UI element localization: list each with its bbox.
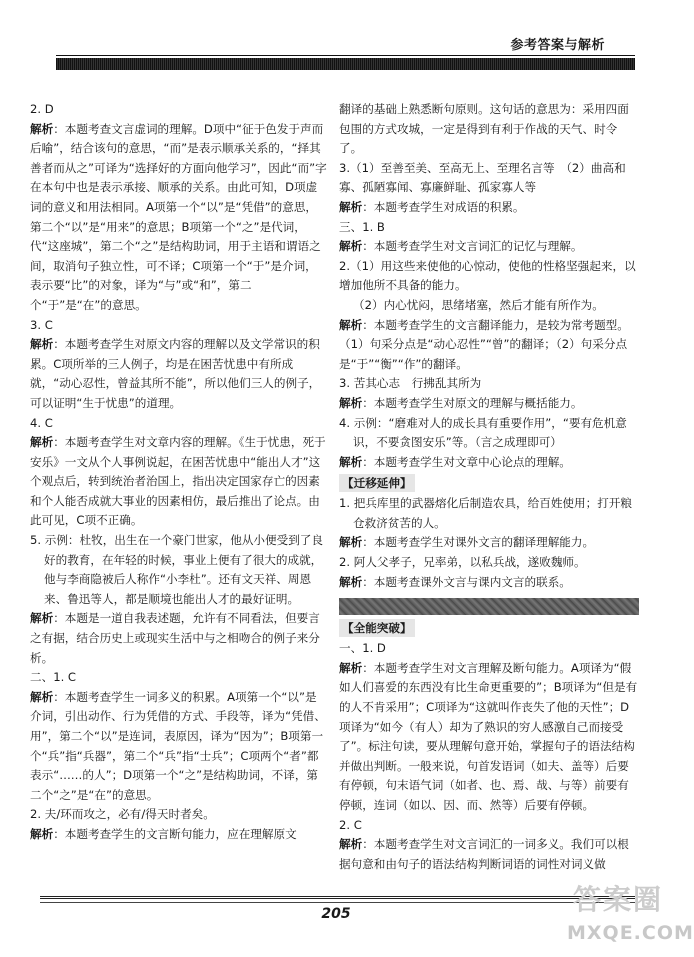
- analysis-paragraph: [339, 533, 639, 553]
- answer-paragraph: [339, 639, 639, 659]
- paragraph-text: 2. 夫/环而攻之，必有/得天时者矣。: [30, 807, 215, 822]
- paragraph-text: ：本题考查学生对文言理解及断句能力。A项译为“假如人们喜爱的东西没有比生命更重要的”；B项译为“但是有的人不肯采用”；C项译为“这就叫作丧失了他的天性”；D项译为“如今（有人）却为了熟识的穷人感激自己而接受了”。标注句读，要从理解句意开始，掌握句子的语法结构并做出判断。一般来说，句首发语词（如夫、盖等）后要有停顿，句末语气词（如者、也、焉、哉、与等）前要有停顿，连词（如以、因、而、然等）后要有停顿。: [339, 660, 638, 812]
- paragraph-text: ：本题考查学生一词多义的积累。A项第一个“以”是介词，引出动作、行为凭借的方式、手段等，译为“凭借、用”，第二个“以”是连词，表原因，译为“因为”；B项第一个“兵”指“兵器”，第二个“兵”指“士兵”；C项两个“者”都表示“……的人”；D项第一个“之”是结构助词，不译，第二个“之”是“在”的意思。: [30, 689, 326, 802]
- footer-rule: [40, 896, 635, 899]
- footer-rule-thin: [40, 902, 635, 903]
- analysis-paragraph: [339, 316, 639, 375]
- analysis-label: 解析: [339, 239, 363, 254]
- analysis-label: 解析: [339, 837, 363, 852]
- analysis-paragraph: [339, 198, 639, 218]
- paragraph-text: ：本题考查学生对课外文言的翻译理解能力。: [362, 535, 595, 550]
- section-banner: [339, 598, 639, 615]
- analysis-paragraph: [30, 609, 327, 668]
- analysis-label: 解析: [339, 574, 363, 589]
- analysis-paragraph: [339, 237, 639, 257]
- paragraph-text: 3. 苦其心志 行拂乱其所为: [339, 376, 482, 391]
- left-column: [30, 100, 327, 845]
- watermark-top: 答案圈: [573, 883, 664, 916]
- paragraph-text: ：本题考查学生对文言词汇的一词多义。我们可以根据句意和由句子的语法结构判断词语的词性对词义做: [339, 837, 629, 871]
- analysis-paragraph: [339, 453, 639, 473]
- analysis-label: 解析: [30, 826, 54, 841]
- header-title: 参考答案与解析: [510, 38, 605, 53]
- answer-paragraph: [30, 805, 327, 825]
- page-header: [0, 0, 675, 72]
- paragraph-text: ：本题考查学生的文言翻译能力，是较为常考题型。（1）句采分点是“动心忍性”“曾”的翻译；（2）句采分点是“于”“衡”“作”的翻译。: [339, 317, 629, 371]
- analysis-paragraph: [30, 688, 327, 806]
- analysis-label: 解析: [30, 689, 54, 704]
- paragraph-text: ：本题考查课外文言与课内文言的联系。: [362, 574, 571, 589]
- paragraph-text: ：本题考查学生对文言词汇的记忆与理解。: [362, 239, 583, 254]
- paragraph-text: 2.（1）用这些来使他的心惊动，使他的性格坚强起来，以增加他所不具备的能力。: [339, 258, 636, 293]
- answer-paragraph: [339, 414, 639, 453]
- analysis-label: 解析: [339, 535, 363, 550]
- analysis-paragraph: [339, 659, 639, 816]
- paragraph-text: 三、1. B: [339, 219, 385, 234]
- section-heading: 【迁移延伸】: [339, 474, 415, 492]
- analysis-paragraph: [30, 335, 327, 413]
- paragraph-text: ：本题考查学生对原文内容的理解以及文学常识的积累。C项所举的三人例子，均是在困苦忧患中有所成就，“动心忍性，曾益其所不能”，所以他们三人的例子，可以证明“生于忧患”的道理。: [30, 337, 321, 410]
- analysis-paragraph: [30, 825, 327, 845]
- analysis-label: 解析: [30, 121, 54, 136]
- answer-paragraph: [339, 553, 639, 573]
- paragraph-text: ：本题考查学生的文言断句能力，应在理解原文: [53, 826, 297, 841]
- analysis-label: 解析: [339, 395, 363, 410]
- analysis-paragraph: [30, 120, 327, 316]
- paragraph-text: ：本题是一道自我表述题，允许有不同看法，但要言之有据，结合历史上或现实生活中与之相吻合的例子来分析。: [30, 611, 320, 665]
- analysis-label: 解析: [339, 317, 363, 332]
- header-band: [56, 58, 635, 70]
- analysis-label: 解析: [30, 611, 54, 626]
- paragraph-text: ：本题考查学生对文章内容的理解。《生于忧患，死于安乐》一文从个人事例说起，在困苦忧患中“能出人才”这个观点后，转到统治者治国上，指出决定国家存亡的因素和个人能否成就大事业的因素相仿，最后推出了论点。由此可见，C项不正确。: [30, 435, 326, 528]
- analysis-paragraph: [339, 394, 639, 414]
- answer-paragraph: [30, 668, 327, 688]
- paragraph-text: 3. C: [30, 317, 53, 332]
- paragraph-text: 4. 示例：“磨难对人的成长具有重要作用”，“要有危机意识，不要贪图安乐”等。（言之成理即可）: [339, 415, 627, 450]
- paragraph-text: 一、1. D: [339, 641, 386, 656]
- paragraph-text: 3.（1）至善至美、至高无上、至理名言等 （2）曲高和寡、孤陋寡闻、寡廉鲜耻、孤家寡人等: [339, 160, 626, 195]
- analysis-label: 解析: [30, 337, 54, 352]
- analysis-paragraph: [30, 433, 327, 531]
- paragraph-text: 2. C: [339, 817, 362, 832]
- answer-paragraph: [339, 159, 639, 198]
- analysis-label: 解析: [339, 454, 363, 469]
- page-number: 205: [321, 906, 351, 922]
- answer-paragraph: [339, 218, 639, 238]
- answer-paragraph: [339, 816, 639, 836]
- answer-paragraph: [30, 531, 327, 609]
- paragraph-text: 2. 阿人父孝子，兄率弟，以私兵战，遂败魏师。: [339, 555, 586, 570]
- answer-paragraph: [339, 374, 639, 394]
- right-column: [339, 100, 639, 874]
- watermark-logo: [555, 878, 694, 950]
- paragraph-text: ：本题考查文言虚词的理解。D项中“征于色发于声而后喻”，结合该句的意思，“而”是表示顺承关系的，“择其善者而从之”可译为“选择好的方面向他学习”，因此“而”字在本句中也是表示承接、顺承的关系。由此可知，D项虚词的意义和用法相同。A项第一个“以”是“凭借”的意思，第二个“以”是“用来”的意思；B项第一个“之”是代词，代“这座城”，第二个“之”是结构助词，用于主语和谓语之间，取消句子独立性，可不译；C项第一个“于”是介词，表示要“比”的对象，译为“与”或“和”，第二个“于”是“在”的意思。: [30, 121, 327, 312]
- answer-paragraph: [339, 494, 639, 533]
- answer-paragraph: [30, 316, 327, 336]
- analysis-label: 解析: [30, 435, 54, 450]
- watermark-bottom: MXQE.COM: [567, 922, 694, 944]
- answer-paragraph: [339, 257, 639, 296]
- paragraph-text: （2）内心忧闷，思绪堵塞，然后才能有所作为。: [353, 297, 604, 312]
- analysis-label: 解析: [339, 660, 363, 675]
- analysis-label: 解析: [339, 199, 363, 214]
- paragraph-text: 翻译的基础上熟悉断句原则。这句话的意思为：采用四面包围的方式攻城，一定是得到有利于作战的天气、时令了。: [339, 102, 629, 156]
- paragraph-text: 2. D: [30, 102, 54, 116]
- analysis-paragraph: [339, 835, 639, 874]
- paragraph-text: 4. C: [30, 415, 53, 430]
- paragraph-text: ：本题考查学生对原文的理解与概括能力。: [362, 395, 583, 410]
- paragraph-text: 1. 把兵库里的武器熔化后制造农具，给百姓使用；打开粮仓救济贫苦的人。: [339, 496, 632, 530]
- answer-paragraph: [30, 414, 327, 434]
- answer-paragraph: [339, 100, 639, 159]
- section-heading: 【全能突破】: [339, 619, 415, 637]
- answer-paragraph: [339, 296, 639, 316]
- paragraph-text: 5. 示例：杜牧，出生在一个豪门世家，他从小便受到了良好的教育，在年轻的时候，事业上便有了很大的成就，他与李商隐被后人称作“小李杜”。还有文天祥、周恩来、鲁迅等人，都是顺境也能出人才的最好证明。: [30, 533, 323, 606]
- analysis-paragraph: [339, 573, 639, 593]
- paragraph-text: ：本题考查学生对文章中心论点的理解。: [362, 454, 571, 469]
- paragraph-text: ：本题考查学生对成语的积累。: [362, 199, 525, 214]
- answer-paragraph: [30, 100, 327, 120]
- header-rule: [56, 55, 635, 56]
- paragraph-text: 二、1. C: [30, 670, 77, 685]
